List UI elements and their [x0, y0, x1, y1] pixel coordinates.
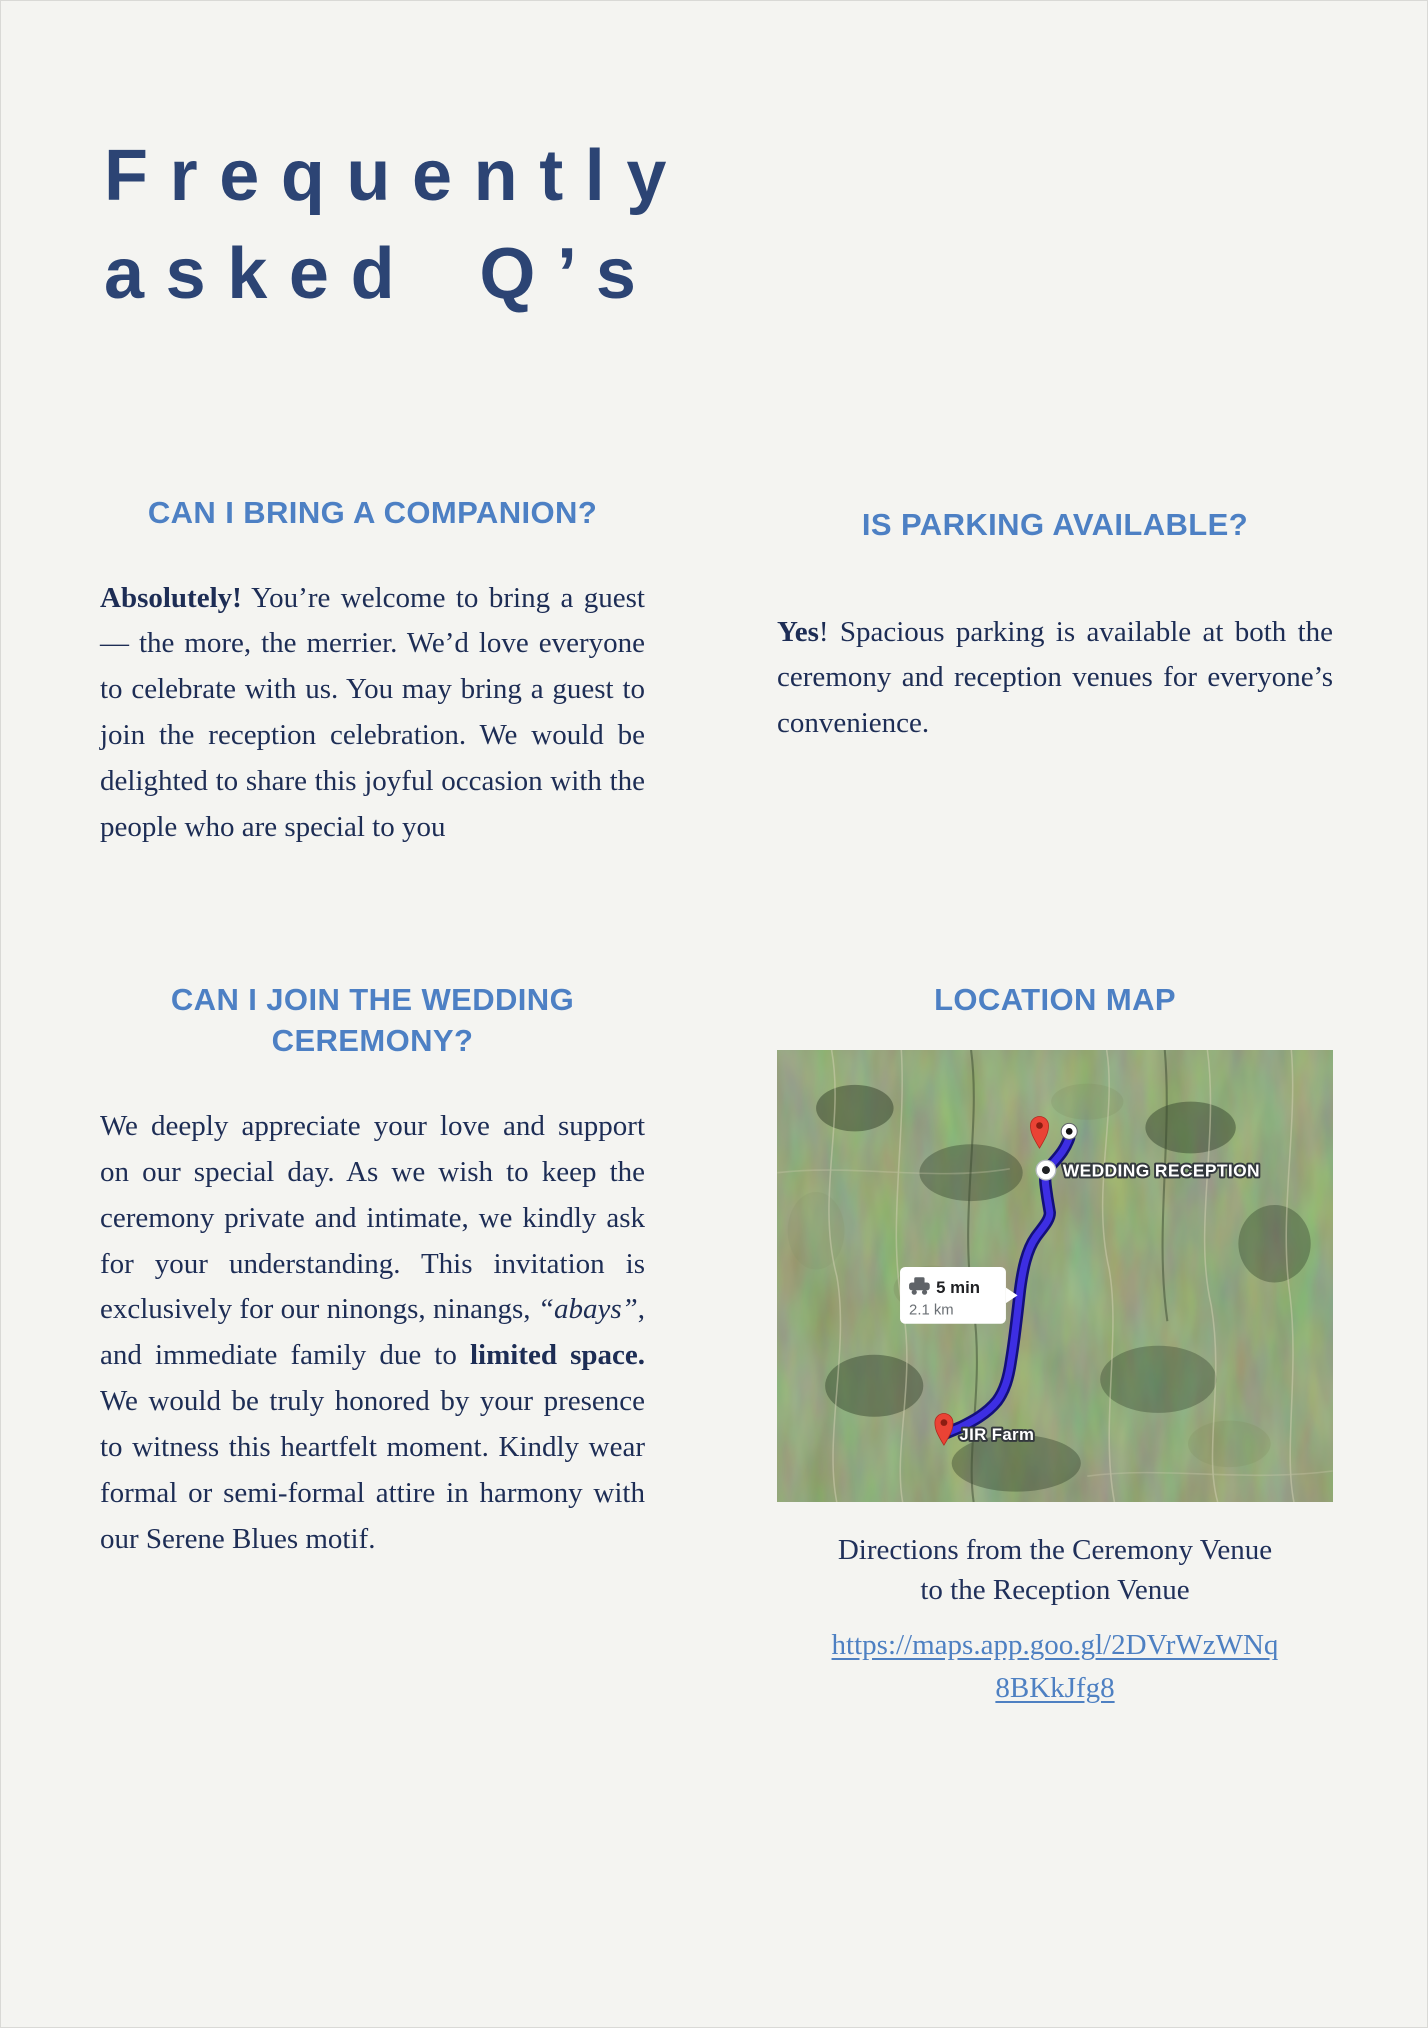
- ceremony-italic-abays: “abays”: [537, 1293, 638, 1326]
- map-terrain: [777, 1050, 1332, 1502]
- map-endpoint-marker: [1061, 1124, 1077, 1140]
- ceremony-bold-limited-space: limited space.: [469, 1339, 645, 1372]
- map-caption-line-2: to the Reception Venue: [920, 1574, 1190, 1607]
- map-distance-text: 2.1 km: [909, 1303, 954, 1320]
- map-duration-bubble: [900, 1267, 1018, 1324]
- companion-text: You’re welcome to bring a guest — the more, the merrier. We’d love everyone to celebrate with us. You may bring a guest to join the reception celebration. We would be delighted to share this joyful occasion with the people who are special to you: [100, 581, 645, 843]
- map-caption-line-1: Directions from the Ceremony Venue: [837, 1534, 1273, 1567]
- section-ceremony: [100, 979, 645, 1711]
- map-reception-badge: [1036, 1161, 1056, 1181]
- map-link[interactable]: [777, 1624, 1333, 1710]
- location-map-heading: LOCATION MAP: [934, 981, 1176, 1017]
- companion-heading: CAN I BRING A COMPANION?: [147, 494, 598, 530]
- faq-grid: [0, 492, 1428, 1710]
- section-parking: [777, 492, 1333, 851]
- parking-heading: IS PARKING AVAILABLE?: [861, 506, 1249, 542]
- ceremony-heading: CAN I JOIN THE WEDDING CEREMONY?: [170, 981, 575, 1059]
- map-label-jir-farm: JIR Farm: [959, 1425, 1035, 1445]
- page-title: [0, 0, 1428, 324]
- section-location-map: [777, 979, 1333, 1711]
- location-map-image: [777, 1050, 1333, 1502]
- map-link-line-1: https://maps.app.goo.gl/2DVrWzWNq: [831, 1629, 1279, 1662]
- ceremony-body: [100, 1104, 645, 1562]
- companion-lead: Absolutely!: [100, 581, 242, 614]
- map-svg: [777, 1050, 1333, 1502]
- section-companion: [100, 492, 645, 851]
- parking-text: ! Spacious parking is available at both the ceremony and reception venues for everyone’s convenience.: [777, 615, 1333, 740]
- ceremony-text-2: , and immediate family due to: [100, 1293, 645, 1372]
- title-line-1: Frequently: [104, 136, 689, 216]
- title-line-2: asked Q’s: [104, 233, 658, 314]
- map-link-line-2: 8BKkJfg8: [995, 1672, 1115, 1705]
- map-caption: [777, 1530, 1333, 1610]
- parking-lead: Yes: [777, 615, 819, 648]
- map-duration-text: 5 min: [936, 1278, 980, 1298]
- ceremony-text-1: We deeply appreciate your love and support on our special day. As we wish to keep the ceremony private and intimate, we kindly ask for your understanding. This invitation is exclusively for our ninongs, ninangs,: [100, 1110, 645, 1326]
- map-label-wedding-reception: WEDDING RECEPTION: [1062, 1160, 1261, 1181]
- companion-body: [100, 576, 645, 851]
- parking-body: [777, 610, 1333, 747]
- ceremony-text-3: We would be truly honored by your presence to witness this heartfelt moment. Kindly wear formal or semi-formal attire in harmony with our Serene Blues motif.: [100, 1385, 645, 1555]
